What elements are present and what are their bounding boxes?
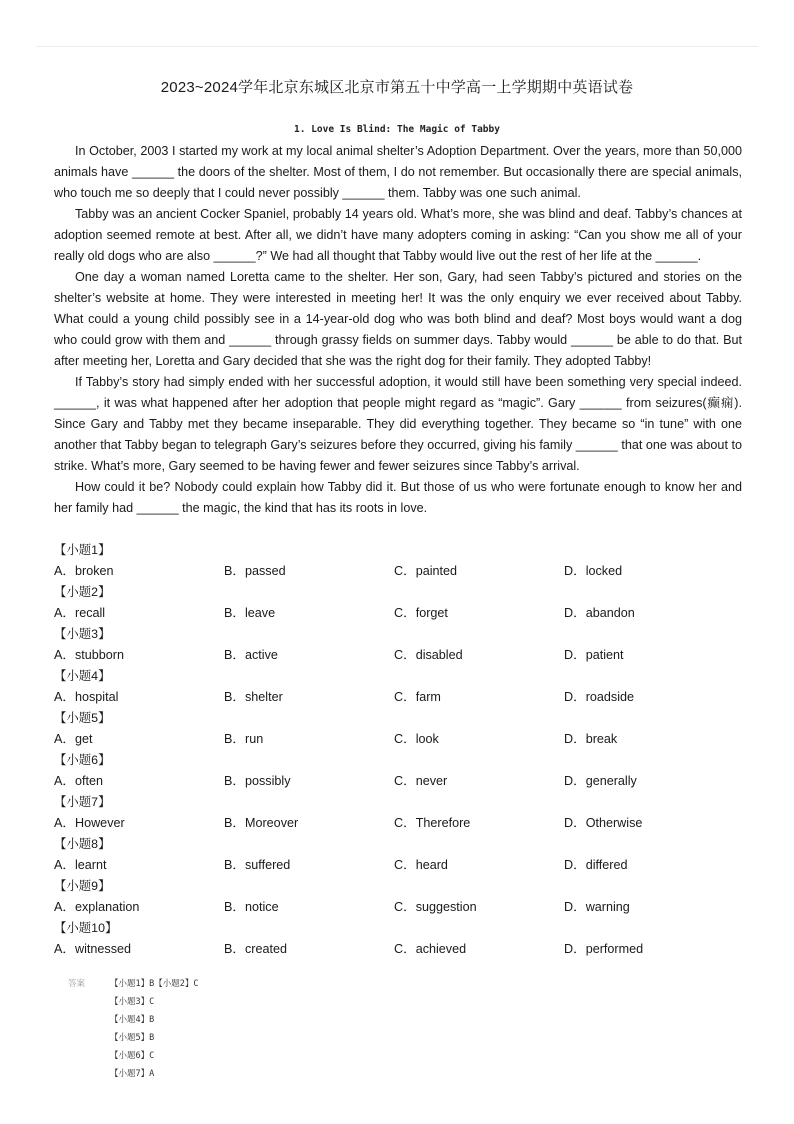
question-label: 【小题4】 (54, 669, 111, 683)
option-a: A．witnessed (54, 942, 131, 956)
option-row (54, 561, 742, 582)
question-9 (54, 876, 742, 918)
passage-paragraph-3: One day a woman named Loretta came to the shelter. Her son, Gary, had seen Tabby’s pictured and stories on the shelter’s website at home. They were interested in meeting her! It was the only enquiry we ever received about Tabby. What could a young child possibly see in a 14-year-old dog who was both blind and deaf? Most boys would want a dog who could grow with them and ______ through grassy fields on summer days. Tabby would ______ be able to do that. But after meeting her, Loretta and Gary decided that she was the right dog for their family. They adopted Tabby! (54, 270, 742, 368)
header-divider (36, 46, 758, 47)
question-label: 【小题7】 (54, 795, 111, 809)
answer-line-3: 【小题4】B (110, 1015, 155, 1025)
option-a: A．learnt (54, 858, 107, 872)
option-row (54, 729, 742, 750)
option-d: D．abandon (564, 606, 635, 620)
option-b: B．run (224, 732, 264, 746)
question-label: 【小题9】 (54, 879, 111, 893)
passage-body (54, 141, 742, 519)
option-d: D．Otherwise (564, 816, 643, 830)
option-b: B．shelter (224, 690, 283, 704)
option-d: D．generally (564, 774, 637, 788)
option-c: C．Therefore (394, 816, 471, 830)
passage-title: 1. Love Is Blind: The Magic of Tabby (294, 124, 500, 135)
question-label: 【小题8】 (54, 837, 111, 851)
answer-line-1: 【小题1】B【小题2】C (110, 979, 199, 989)
exam-title: 2023~2024学年北京东城区北京市第五十中学高一上学期期中英语试卷 (160, 79, 634, 96)
option-b: B．Moreover (224, 816, 299, 830)
option-a: A．often (54, 774, 104, 788)
passage-paragraph-1: In October, 2003 I started my work at my local animal shelter’s Adoption Department. Over the years, more than 50,000 animals have ______ the doors of the shelter. Most of them, I do not remember. But occasionally there are special animals, who touch me so deeply that I could never possibly ______ them. Tabby was one such animal. (54, 144, 742, 200)
option-a: A．recall (54, 606, 106, 620)
option-d: D．patient (564, 648, 624, 662)
option-d: D．differed (564, 858, 628, 872)
option-row (54, 687, 742, 708)
question-label: 【小题2】 (54, 585, 111, 599)
option-c: C．achieved (394, 942, 467, 956)
option-a: A．explanation (54, 900, 140, 914)
option-row (54, 897, 742, 918)
option-row (54, 813, 742, 834)
option-c: C．forget (394, 606, 448, 620)
passage-paragraph-5: How could it be? Nobody could explain how Tabby did it. But those of us who were fortunate enough to know her and her family had ______ the magic, the kind that has its roots in love. (54, 480, 742, 515)
question-2 (54, 582, 742, 624)
question-3 (54, 624, 742, 666)
question-10 (54, 918, 742, 960)
answer-line-6: 【小题7】A (110, 1069, 155, 1079)
option-a: A．hospital (54, 690, 119, 704)
option-row (54, 855, 742, 876)
passage-paragraph-2: Tabby was an ancient Cocker Spaniel, probably 14 years old. What’s more, she was blind and deaf. Tabby’s chances at adoption seemed remote at best. After all, we didn’t have many adopters coming in asking: “Can you show me all of your really old dogs who are also ______?” We had all thought that Tabby would live out the rest of her life at the ______. (54, 207, 742, 263)
question-label: 【小题1】 (54, 543, 111, 557)
question-5 (54, 708, 742, 750)
question-label: 【小题3】 (54, 627, 111, 641)
option-c: C．suggestion (394, 900, 477, 914)
option-d: D．roadside (564, 690, 634, 704)
option-d: D．performed (564, 942, 644, 956)
option-b: B．suffered (224, 858, 291, 872)
option-c: C．never (394, 774, 448, 788)
option-c: C．look (394, 732, 439, 746)
answer-label: 答案 (68, 979, 86, 989)
option-row (54, 771, 742, 792)
option-d: D．break (564, 732, 618, 746)
option-c: C．painted (394, 564, 458, 578)
question-label: 【小题6】 (54, 753, 111, 767)
option-b: B．leave (224, 606, 276, 620)
option-c: C．farm (394, 690, 441, 704)
option-b: B．notice (224, 900, 279, 914)
option-a: A．broken (54, 564, 114, 578)
answer-line-4: 【小题5】B (110, 1033, 155, 1043)
option-d: D．locked (564, 564, 623, 578)
option-b: B．created (224, 942, 287, 956)
option-b: B．active (224, 648, 278, 662)
question-8 (54, 834, 742, 876)
option-d: D．warning (564, 900, 630, 914)
option-row (54, 603, 742, 624)
option-c: C．heard (394, 858, 448, 872)
option-a: A．However (54, 816, 125, 830)
answer-line-5: 【小题6】C (110, 1051, 155, 1061)
question-label: 【小题10】 (54, 921, 118, 935)
option-row (54, 645, 742, 666)
option-a: A．stubborn (54, 648, 125, 662)
question-6 (54, 750, 742, 792)
option-a: A．get (54, 732, 93, 746)
question-7 (54, 792, 742, 834)
question-4 (54, 666, 742, 708)
question-label: 【小题5】 (54, 711, 111, 725)
passage-paragraph-4: If Tabby’s story had simply ended with her successful adoption, it would still have been something very special indeed. ______, it was what happened after her adoption that people might regard as “magic”. Gary ______ from seizures(癫痫). Since Gary and Tabby met they became inseparable. They did everything together. They became so “in tune” with one another that Tabby began to telegraph Gary’s seizures before they occurred, giving his family ______ that one was about to strike. What’s more, Gary seemed to be having fewer and fewer seizures since Tabby’s arrival. (54, 375, 742, 473)
option-c: C．disabled (394, 648, 463, 662)
option-b: B．passed (224, 564, 286, 578)
question-list (54, 540, 742, 960)
answer-line-2: 【小题3】C (110, 997, 155, 1007)
option-b: B．possibly (224, 774, 291, 788)
option-row (54, 939, 742, 960)
question-1 (54, 540, 742, 582)
